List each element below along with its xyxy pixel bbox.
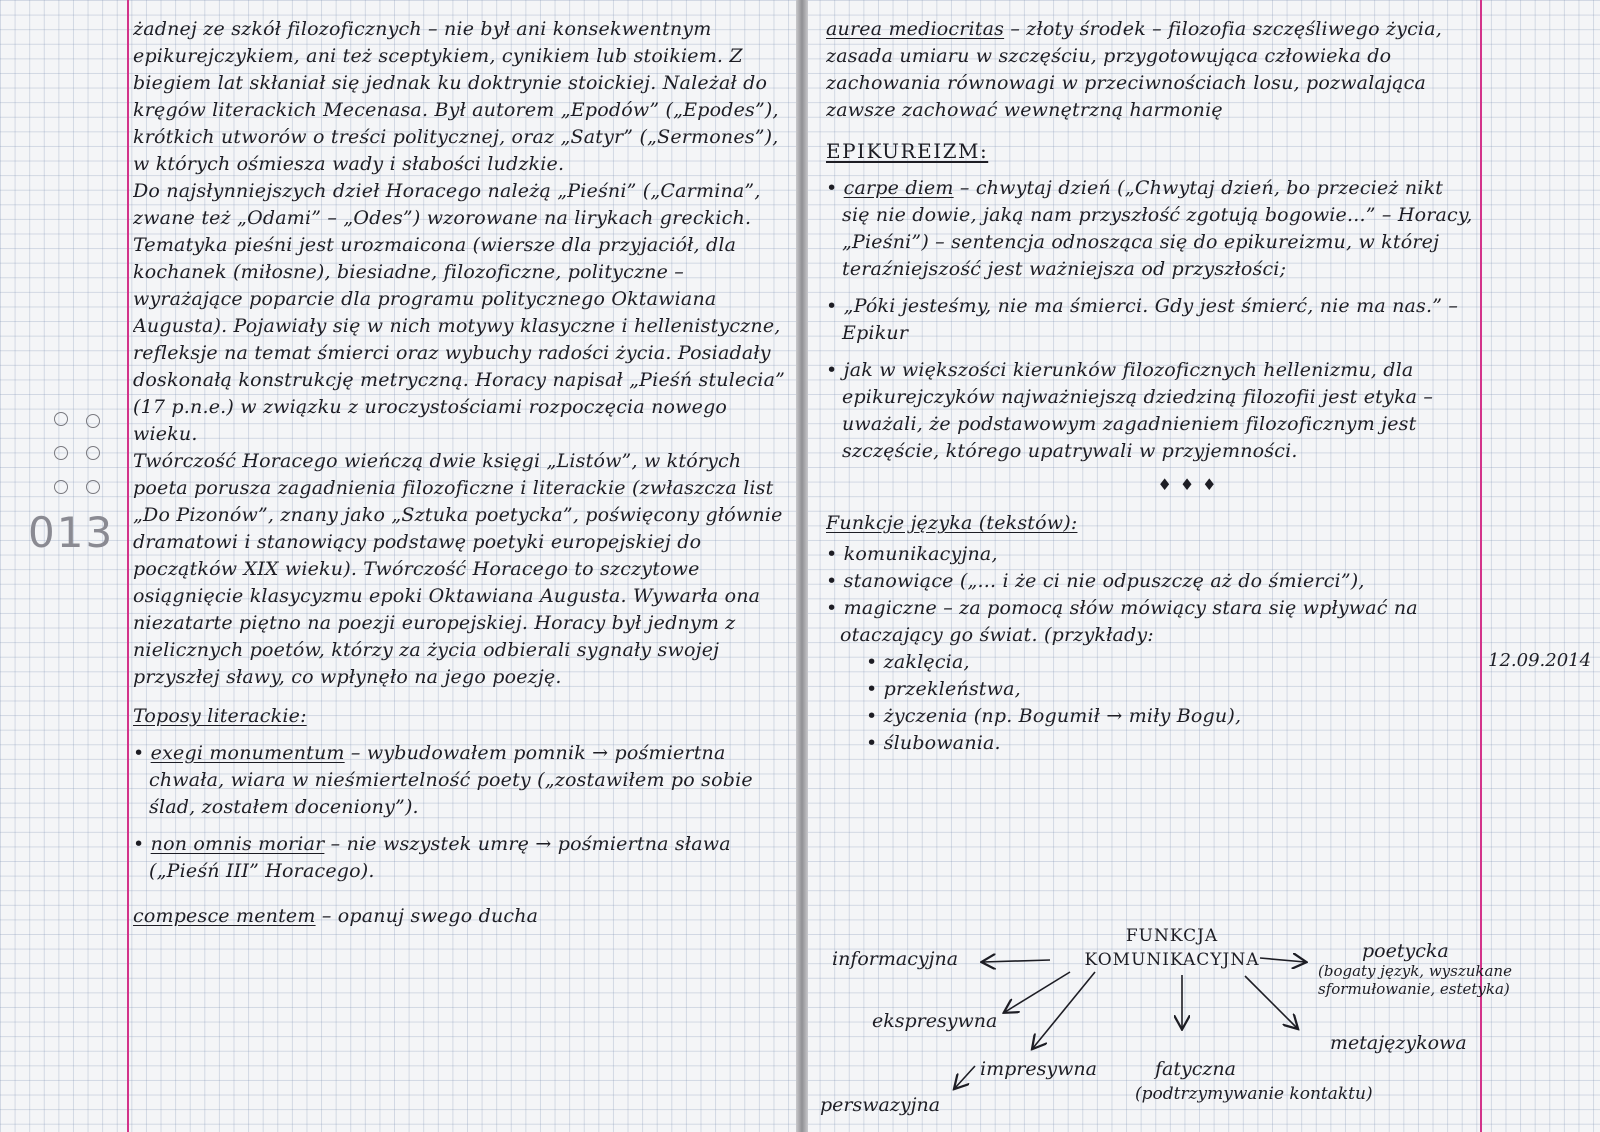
- node-expressive: ekspresywna: [872, 1010, 998, 1032]
- topos-text: – nie wszystek umrę → pośmiertna sława („Pieśń III” Horacego).: [149, 833, 731, 882]
- date-stamp: 12.09.2014: [1488, 650, 1592, 671]
- arrow-expressive: [1005, 972, 1070, 1012]
- paragraph: Twórczość Horacego wieńczą dwie księgi „Listów”, w których poeta porusza zagadnienia filozoficzne i literackie (zwłaszcza list „Do Pizonów”, znany jako „Sztuka poetycka”, poświęcony głównie dramatowi i stanowiący podstawę poetyki europejskiej do początków XIX wieku). Twórczość Horacego to szczytowe osiągnięcie klasycyzmu epoki Oktawiana Augusta. Wywarła ona niezatarte piętno na poezji europejskiej. Horacy był jednym z nielicznych poetów, którzy za życia odbierali sygnały swojej przyszłej sławy, co wpłynęło na jego poezję.: [133, 450, 783, 688]
- magic-example: • zaklęcia,: [826, 649, 1476, 676]
- node-poetic: poetycka: [1362, 940, 1449, 962]
- punch-holes: [50, 412, 110, 502]
- epicurean-text: – chwytaj dzień („Chwytaj dzień, bo przecież nikt się nie dowie, jaką nam przyszłość zgotują bogowie...” – Horacy, „Pieśni”) – sentencja odnosząca się do epikureizmu, w której teraźniejszość jest ważniejsza od przyszłości;: [842, 177, 1473, 280]
- topos-text: – opanuj swego ducha: [315, 905, 539, 927]
- function-item: • stanowiące („... i że ci nie odpuszczę aż do śmierci”),: [826, 568, 1476, 595]
- page-number: 013: [28, 508, 115, 557]
- node-phatic-note: (podtrzymywanie kontaktu): [1135, 1084, 1373, 1104]
- epicurean-item: • „Póki jesteśmy, nie ma śmierci. Gdy jest śmierć, nie ma nas.” – Epikur: [826, 293, 1476, 347]
- function-item: • magiczne – za pomocą słów mówiący stara się wpływać na otaczający go świat. (przykłady:: [826, 595, 1476, 649]
- function-item: • komunikacyjna,: [826, 541, 1476, 568]
- topos-item: [133, 831, 797, 885]
- right-page-text: [826, 16, 1476, 906]
- topos-item: [133, 740, 797, 821]
- left-margin-line: [127, 0, 129, 1132]
- paragraph: [826, 16, 1476, 124]
- arrow-persuasive: [955, 1066, 975, 1088]
- topos-item: [133, 903, 797, 930]
- topos-term: compesce mentem: [133, 905, 316, 927]
- topos-term: exegi monumentum: [150, 742, 345, 764]
- node-poetic-note: (bogaty język, wyszukane sformułowanie, estetyka): [1318, 962, 1512, 998]
- node-phatic: fatyczna: [1155, 1058, 1236, 1080]
- topos-term: non omnis moriar: [150, 833, 325, 855]
- arrow-metalinguistic: [1245, 976, 1297, 1028]
- topos-text: – wybudowałem pomnik → pośmiertna chwała, wiara w nieśmiertelność poety („zostawiłem po sobie ślad, zostałem doceniony”).: [149, 742, 753, 818]
- paragraph: żadnej ze szkół filozoficznych – nie był ani konsekwentnym epikurejczykiem, ani też sceptykiem, cynikiem lub stoikiem. Z biegiem lat skłaniał się jednak ku doktrynie stoickiej. Należał do kręgów literackich Mecenasa. Był autorem „Epodów” („Epodes”), krótkich utworów o treści politycznej, oraz „Satyr” („Sermones”), w których ośmiesza wady i słabości ludzkie.: [133, 18, 779, 175]
- heading-epikureizm: EPIKUREIZM:: [826, 139, 989, 163]
- magic-example: • ślubowania.: [826, 730, 1476, 757]
- epicurean-item: [826, 175, 1476, 283]
- node-informative: informacyjna: [832, 948, 959, 970]
- center-line-2: KOMUNIKACYJNA: [1084, 950, 1260, 970]
- diamond-separator: ♦♦♦: [1157, 475, 1225, 494]
- magic-example: • życzenia (np. Bogumił → miły Bogu),: [826, 703, 1476, 730]
- node-metalinguistic: metajęzykowa: [1330, 1032, 1467, 1054]
- center-function-node: [1062, 924, 1282, 972]
- magic-example: • przekleństwa,: [826, 676, 1476, 703]
- epicurean-item: • jak w większości kierunków filozoficznych hellenizmu, dla epikurejczyków najważniejszą dziedziną filozofii jest etyka – uważali, że podstawowym zagadnieniem filozoficznym jest szczęście, którego upatrywali w przyjemności.: [826, 357, 1476, 465]
- paragraph: Do najsłynniejszych dzieł Horacego należą „Pieśni” („Carmina”, zwane też „Odami” – „Odes”) wzorowane na lirykach greckich. Tematyka pieśni jest urozmaicona (wiersze dla przyjaciół, dla kochanek (miłosne), biesiadne, filozoficzne, polityczne – wyrażające poparcie dla programu politycznego Oktawiana Augusta). Pojawiały się w nich motywy klasyczne i hellenistyczne, refleksje na temat śmierci oraz wybuchy radości życia. Posiadały doskonałą konstrukcję metryczną. Horacy napisał „Pieśń stulecia” (17 p.n.e.) w związku z uroczystościami rozpoczęcia nowego wieku.: [133, 180, 786, 445]
- node-impressive: impresywna: [980, 1058, 1097, 1080]
- node-persuasive: perswazyjna: [820, 1094, 941, 1116]
- functions-title: Funkcje języka (tekstów):: [826, 512, 1078, 534]
- section-title-toposy: Toposy literackie:: [133, 705, 307, 727]
- intro-term: aurea mediocritas: [826, 18, 1005, 40]
- arrow-informative: [983, 960, 1050, 962]
- arrow-impressive: [1033, 972, 1095, 1048]
- intro-text: – złoty środek – filozofia szczęśliwego życia, zasada umiaru w szczęściu, przygotowująca człowieka do zachowania równowagi w przeciwnościach losu, pozwalająca zawsze zachować wewnętrzną harmonię: [826, 18, 1442, 121]
- epicurean-term: carpe diem: [843, 177, 954, 199]
- center-line-1: FUNKCJA: [1125, 926, 1219, 946]
- left-page-text: [133, 16, 797, 1128]
